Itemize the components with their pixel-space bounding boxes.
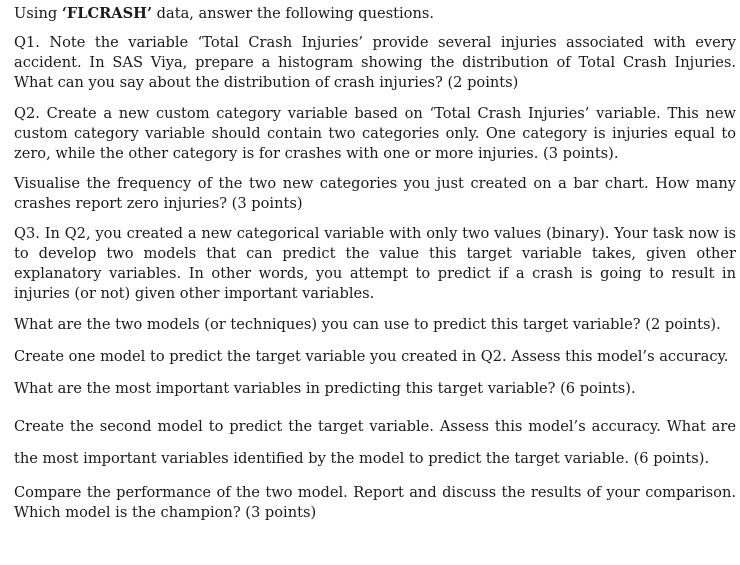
question-2: Q2. Create a new custom category variable based on ‘Total Crash Injuries’ variable. This new custom category variable should contain two categories only. One category is injuries equal to zero, while the other category is for crashes with one or more injuries. (3 points).	[14, 105, 736, 162]
intro-line	[14, 4, 736, 24]
important-variables-question: What are the most important variables in predicting this target variable? (6 points).	[14, 380, 636, 397]
visualise-task: Visualise the frequency of the two new categories you just created on a bar chart. How many crashes report zero injuries? (3 points)	[14, 175, 736, 212]
question-1: Q1. Note the variable ‘Total Crash Injuries’ provide several injuries associated with every accident. In SAS Viya, prepare a histogram showing the distribution of Total Crash Injuries. What can you say about the distribution of crash injuries? (2 points)	[14, 34, 736, 91]
question-3: Q3. In Q2, you created a new categorical variable with only two values (binary). Your task now is to develop two models that can predict the value this target variable takes, given other explanatory variables. In other words, you attempt to predict if a crash is going to result in injuries (or not) given other important variables.	[14, 225, 736, 302]
first-model-task: Create one model to predict the target variable you created in Q2. Assess this model’s accuracy.	[14, 348, 729, 365]
second-model-task: Create the second model to predict the target variable. Assess this model’s accuracy. What are the most important variables identified by the model to predict the target variable. (6 points).	[14, 418, 736, 467]
assignment-document	[14, 4, 736, 523]
dataset-name: ‘FLCRASH’	[61, 5, 153, 22]
intro-prefix: Using	[14, 5, 62, 22]
models-question: What are the two models (or techniques) you can use to predict this target variable? (2 points).	[14, 316, 721, 333]
compare-task: Compare the performance of the two model. Report and discuss the results of your comparison. Which model is the champion? (3 points)	[14, 484, 736, 521]
intro-suffix: data, answer the following questions.	[152, 5, 434, 22]
